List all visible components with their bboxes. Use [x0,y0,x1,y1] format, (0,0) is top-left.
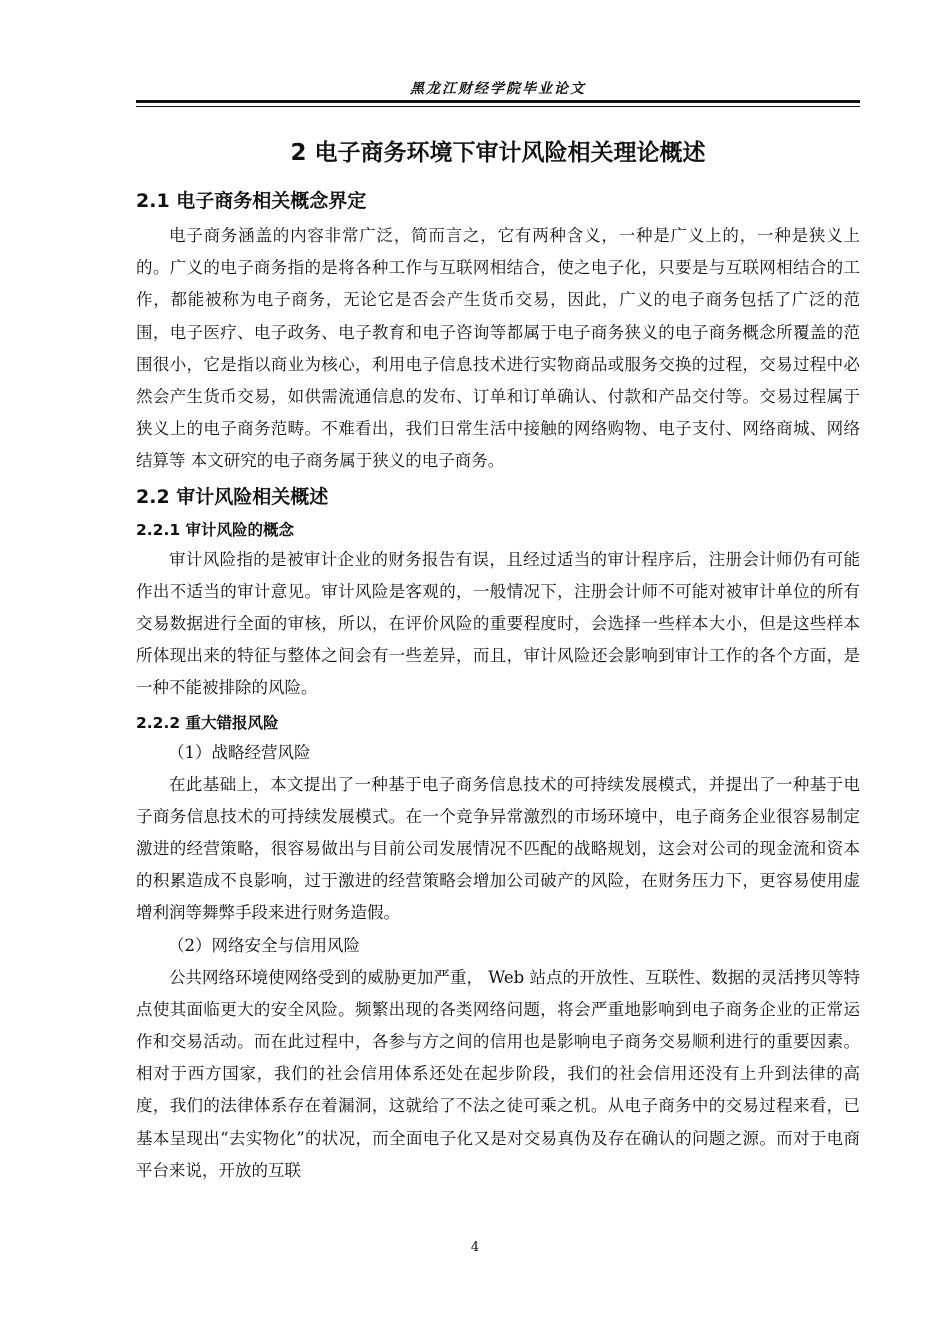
chapter-title: 2 电子商务环境下审计风险相关理论概述 [290,140,706,166]
paragraph: 公共网络环境使网络受到的威胁更加严重， Web 站点的开放性、互联性、数据的灵活拷贝等特点使其面临更大的安全风险。频繁出现的各类网络问题，将会严重地影响到电子商务企业的正常运作和交易活动。而在此过程中，各参与方之间的信用也是影响电子商务交易顺利进行的重要因素。相对于西方国家，我们的社会信用体系还处在起步阶段，我们的社会信用还没有上升到法律的高度，我们的法律体系存在着漏洞，这就给了不法之徒可乘之机。从电子商务中的交易过程来看，已基本呈现出“去实物化”的状况，而全面电子化又是对交易真伪及存在确认的问题之源。而对于电商平台来说，开放的互联 [136,967,860,1180]
header-rule-thick [136,100,860,103]
header-rule-thin [136,106,860,107]
section-heading-2-1: 2.1 电子商务相关概念界定 [136,190,367,212]
list-item-heading: （2）网络安全与信用风险 [168,935,360,955]
subsection-heading-2-2-1: 2.2.1 审计风险的概念 [136,520,295,539]
section-heading-2-2: 2.2 审计风险相关概述 [136,485,329,508]
running-header: 黑龙江财经学院毕业论文 [410,81,586,97]
paragraph: 在此基础上，本文提出了一种基于电子商务信息技术的可持续发展模式，并提出了一种基于电子商务信息技术的可持续发展模式。在一个竞争异常激烈的市场环境中，电子商务企业很容易制定激进的经营策略，很容易做出与目前公司发展情况不匹配的战略规划，这会对公司的现金流和资本的积累造成不良影响，过于激进的经营策略会增加公司破产的风险，在财务压力下，更容易使用虚增利润等舞弊手段来进行财务造假。 [136,774,860,923]
page-body [136,134,860,1187]
paragraph: 电子商务涵盖的内容非常广泛，简而言之，它有两种含义，一种是广义上的，一种是狭义上的。广义的电子商务指的是将各种工作与互联网相结合，使之电子化，只要是与互联网相结合的工作，都能被称为电子商务，无论它是否会产生货币交易，因此，广义的电子商务包括了广泛的范围，电子医疗、电子政务、电子教育和电子咨询等都属于电子商务狭义的电子商务概念所覆盖的范围很小，它是指以商业为核心，利用电子信息技术进行实物商品或服务交换的过程，交易过程中必然会产生货币交易，如供需流通信息的发布、订单和订单确认、付款和产品交付等。交易过程属于狭义上的电子商务范畴。不难看出，我们日常生活中接触的网络购物、电子支付、网络商城、网络结算等 本文研究的电子商务属于狭义的电子商务。 [136,226,860,471]
list-item-heading: （1）战略经营风险 [168,742,311,762]
subsection-heading-2-2-2: 2.2.2 重大错报风险 [136,713,279,732]
page-number: 4 [470,1240,480,1255]
paragraph: 审计风险指的是被审计企业的财务报告有误，且经过适当的审计程序后，注册会计师仍有可能作出不适当的审计意见。审计风险是客观的，一般情况下，注册会计师不可能对被审计单位的所有交易数据进行全面的审核，所以，在评价风险的重要程度时，会选择一些样本大小，但是这些样本所体现出来的特征与整体之间会有一些差异，而且，审计风险还会影响到审计工作的各个方面，是一种不能被排除的风险。 [136,549,860,698]
